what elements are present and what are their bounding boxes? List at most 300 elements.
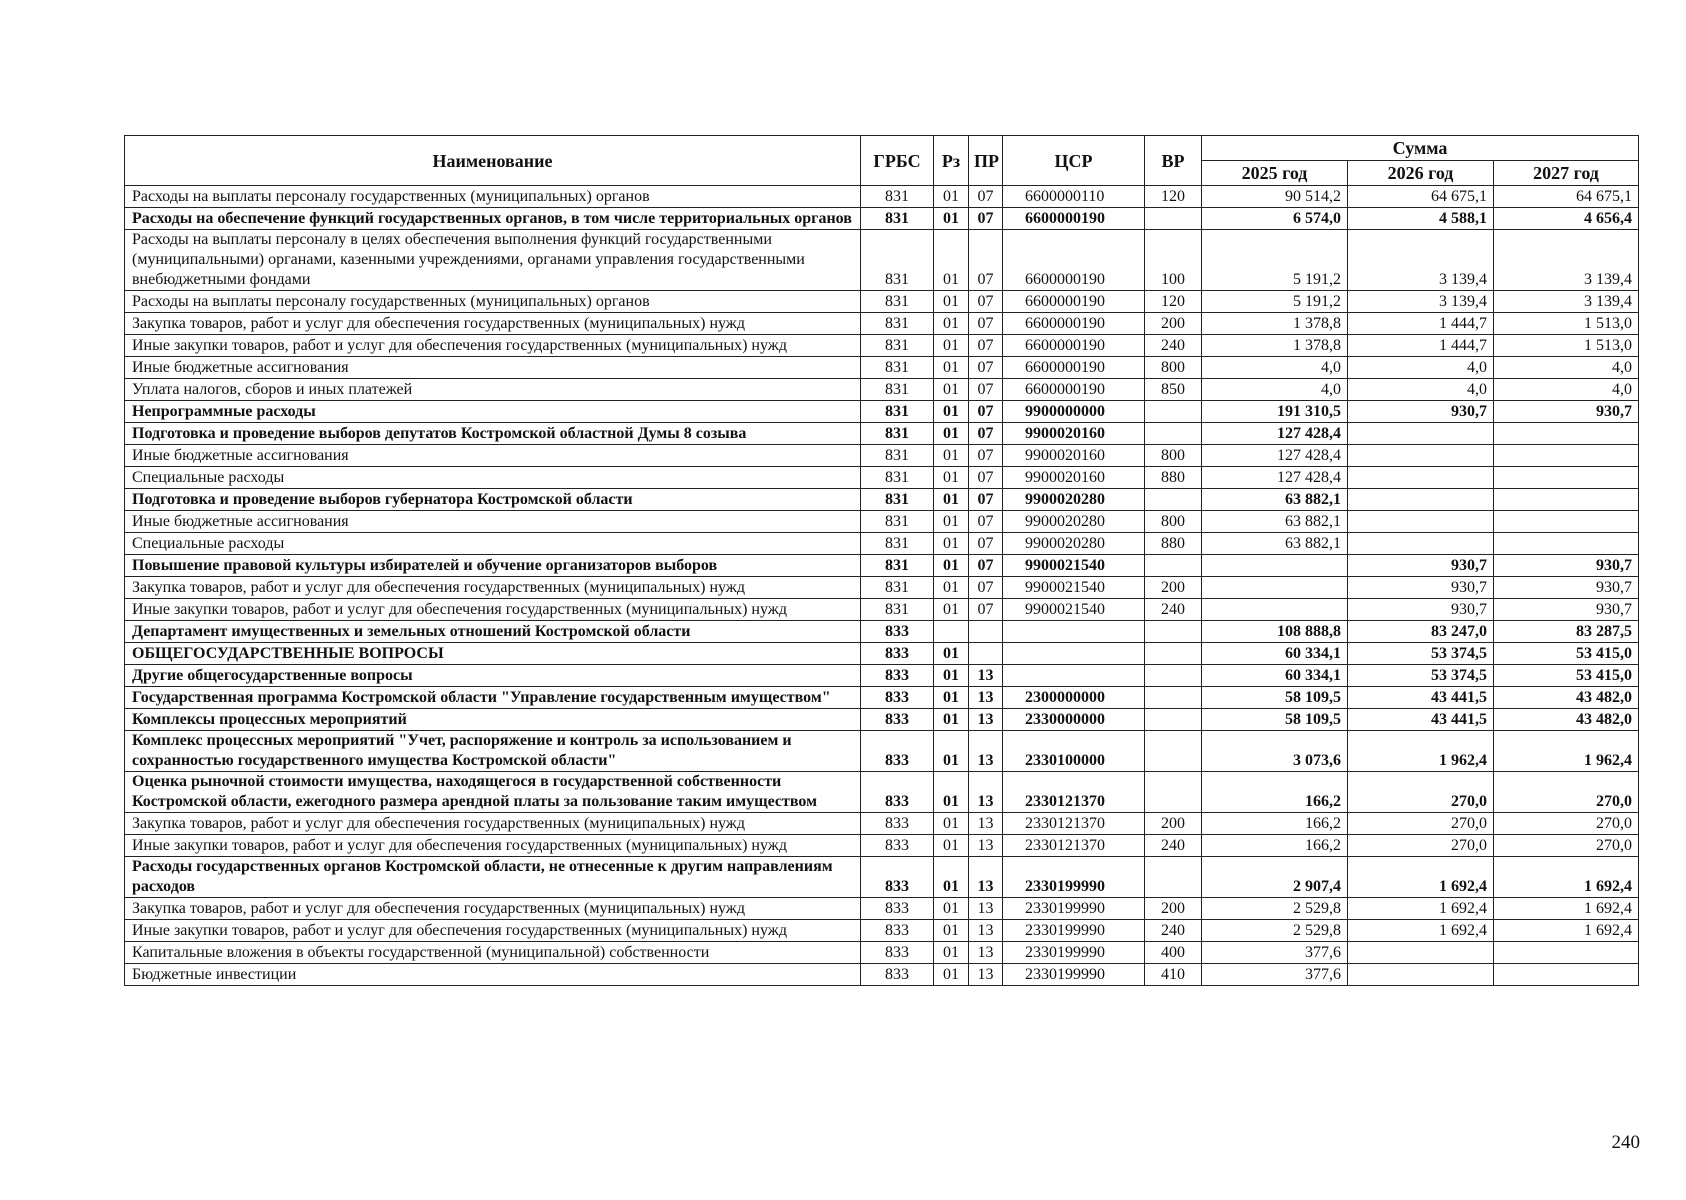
table-row xyxy=(125,313,1639,335)
cell-sum-2026: 270,0 xyxy=(1348,772,1494,813)
cell-pr: 13 xyxy=(969,731,1003,772)
cell-vr: 240 xyxy=(1145,835,1202,857)
cell-name: Капитальные вложения в объекты государственной (муниципальной) собственности xyxy=(125,942,861,964)
table-row xyxy=(125,423,1639,445)
cell-csr: 9900020280 xyxy=(1003,533,1145,555)
cell-sum-2026: 4,0 xyxy=(1348,357,1494,379)
cell-grbs: 831 xyxy=(861,313,934,335)
cell-grbs: 833 xyxy=(861,731,934,772)
cell-name: Расходы на обеспечение функций государственных органов, в том числе территориальных органов xyxy=(125,208,861,230)
cell-vr xyxy=(1145,709,1202,731)
cell-name: Иные закупки товаров, работ и услуг для обеспечения государственных (муниципальных) нужд xyxy=(125,835,861,857)
cell-grbs: 831 xyxy=(861,379,934,401)
table-body xyxy=(125,186,1639,986)
table-row xyxy=(125,857,1639,898)
cell-vr: 800 xyxy=(1145,357,1202,379)
cell-grbs: 831 xyxy=(861,555,934,577)
cell-grbs: 831 xyxy=(861,401,934,423)
cell-sum-2025: 2 907,4 xyxy=(1202,857,1348,898)
header-grbs: ГРБС xyxy=(861,136,934,186)
cell-grbs: 833 xyxy=(861,621,934,643)
cell-sum-2025 xyxy=(1202,577,1348,599)
cell-name: Повышение правовой культуры избирателей и обучение организаторов выборов xyxy=(125,555,861,577)
header-year-2025: 2025 год xyxy=(1202,161,1348,186)
cell-pr: 13 xyxy=(969,942,1003,964)
cell-pr xyxy=(969,621,1003,643)
cell-vr: 880 xyxy=(1145,467,1202,489)
cell-sum-2026: 43 441,5 xyxy=(1348,687,1494,709)
cell-csr: 9900020160 xyxy=(1003,467,1145,489)
cell-vr xyxy=(1145,401,1202,423)
table-row xyxy=(125,467,1639,489)
cell-vr: 240 xyxy=(1145,335,1202,357)
cell-rz: 01 xyxy=(934,401,969,423)
cell-grbs: 833 xyxy=(861,687,934,709)
cell-csr xyxy=(1003,621,1145,643)
cell-grbs: 833 xyxy=(861,643,934,665)
cell-vr: 120 xyxy=(1145,186,1202,208)
cell-grbs: 831 xyxy=(861,230,934,291)
cell-sum-2026: 4,0 xyxy=(1348,379,1494,401)
table-row xyxy=(125,445,1639,467)
cell-sum-2026: 64 675,1 xyxy=(1348,186,1494,208)
cell-sum-2027: 4 656,4 xyxy=(1494,208,1639,230)
cell-rz: 01 xyxy=(934,230,969,291)
cell-sum-2025: 58 109,5 xyxy=(1202,687,1348,709)
cell-grbs: 833 xyxy=(861,857,934,898)
cell-sum-2025: 5 191,2 xyxy=(1202,291,1348,313)
cell-sum-2027: 270,0 xyxy=(1494,835,1639,857)
cell-name: Иные закупки товаров, работ и услуг для обеспечения государственных (муниципальных) нужд xyxy=(125,599,861,621)
cell-csr: 9900020160 xyxy=(1003,423,1145,445)
cell-grbs: 833 xyxy=(861,709,934,731)
table-row xyxy=(125,813,1639,835)
cell-pr: 07 xyxy=(969,489,1003,511)
cell-grbs: 831 xyxy=(861,489,934,511)
cell-rz: 01 xyxy=(934,186,969,208)
cell-rz: 01 xyxy=(934,857,969,898)
cell-pr: 07 xyxy=(969,230,1003,291)
cell-name: Комплексы процессных мероприятий xyxy=(125,709,861,731)
table-row xyxy=(125,731,1639,772)
cell-sum-2027 xyxy=(1494,445,1639,467)
cell-sum-2026: 1 692,4 xyxy=(1348,857,1494,898)
cell-csr: 6600000190 xyxy=(1003,357,1145,379)
cell-sum-2025: 63 882,1 xyxy=(1202,533,1348,555)
table-row xyxy=(125,709,1639,731)
cell-sum-2026: 4 588,1 xyxy=(1348,208,1494,230)
cell-name: Департамент имущественных и земельных отношений Костромской области xyxy=(125,621,861,643)
cell-sum-2026 xyxy=(1348,533,1494,555)
cell-vr: 400 xyxy=(1145,942,1202,964)
cell-pr: 13 xyxy=(969,687,1003,709)
cell-sum-2026: 3 139,4 xyxy=(1348,291,1494,313)
cell-rz: 01 xyxy=(934,898,969,920)
cell-grbs: 831 xyxy=(861,533,934,555)
table-row xyxy=(125,489,1639,511)
cell-vr: 850 xyxy=(1145,379,1202,401)
cell-sum-2025: 377,6 xyxy=(1202,942,1348,964)
cell-rz: 01 xyxy=(934,643,969,665)
table-row xyxy=(125,942,1639,964)
cell-name: Иные бюджетные ассигнования xyxy=(125,445,861,467)
cell-rz: 01 xyxy=(934,555,969,577)
cell-rz: 01 xyxy=(934,445,969,467)
cell-csr: 6600000190 xyxy=(1003,335,1145,357)
cell-sum-2027: 270,0 xyxy=(1494,772,1639,813)
cell-csr: 6600000190 xyxy=(1003,313,1145,335)
table-row xyxy=(125,208,1639,230)
cell-grbs: 831 xyxy=(861,335,934,357)
cell-sum-2027: 83 287,5 xyxy=(1494,621,1639,643)
cell-name: Подготовка и проведение выборов депутатов Костромской областной Думы 8 созыва xyxy=(125,423,861,445)
cell-vr xyxy=(1145,489,1202,511)
table-row xyxy=(125,335,1639,357)
cell-sum-2027: 930,7 xyxy=(1494,577,1639,599)
cell-sum-2026: 270,0 xyxy=(1348,813,1494,835)
cell-sum-2027 xyxy=(1494,533,1639,555)
cell-rz: 01 xyxy=(934,920,969,942)
cell-sum-2026: 1 692,4 xyxy=(1348,898,1494,920)
table-row xyxy=(125,772,1639,813)
cell-sum-2025: 1 378,8 xyxy=(1202,335,1348,357)
cell-sum-2027: 3 139,4 xyxy=(1494,291,1639,313)
cell-csr: 6600000190 xyxy=(1003,379,1145,401)
cell-vr xyxy=(1145,643,1202,665)
cell-name: Иные закупки товаров, работ и услуг для обеспечения государственных (муниципальных) нужд xyxy=(125,920,861,942)
table-row xyxy=(125,898,1639,920)
cell-csr: 6600000190 xyxy=(1003,230,1145,291)
cell-pr: 07 xyxy=(969,335,1003,357)
cell-sum-2026: 83 247,0 xyxy=(1348,621,1494,643)
cell-sum-2025: 60 334,1 xyxy=(1202,665,1348,687)
cell-sum-2027: 930,7 xyxy=(1494,555,1639,577)
cell-sum-2026: 1 962,4 xyxy=(1348,731,1494,772)
cell-vr: 240 xyxy=(1145,920,1202,942)
table-row xyxy=(125,401,1639,423)
cell-csr xyxy=(1003,643,1145,665)
cell-sum-2027: 3 139,4 xyxy=(1494,230,1639,291)
cell-sum-2027: 53 415,0 xyxy=(1494,643,1639,665)
cell-rz: 01 xyxy=(934,379,969,401)
cell-pr: 07 xyxy=(969,186,1003,208)
cell-sum-2025: 166,2 xyxy=(1202,835,1348,857)
cell-sum-2025: 63 882,1 xyxy=(1202,511,1348,533)
cell-name: Уплата налогов, сборов и иных платежей xyxy=(125,379,861,401)
cell-sum-2026: 53 374,5 xyxy=(1348,665,1494,687)
page-number: 240 xyxy=(1611,1132,1640,1153)
cell-rz: 01 xyxy=(934,423,969,445)
cell-name: Закупка товаров, работ и услуг для обеспечения государственных (муниципальных) нужд xyxy=(125,898,861,920)
cell-sum-2025: 5 191,2 xyxy=(1202,230,1348,291)
cell-vr: 240 xyxy=(1145,599,1202,621)
cell-pr: 07 xyxy=(969,511,1003,533)
cell-sum-2027 xyxy=(1494,511,1639,533)
cell-csr: 6600000190 xyxy=(1003,291,1145,313)
cell-csr: 9900021540 xyxy=(1003,555,1145,577)
cell-name: Специальные расходы xyxy=(125,533,861,555)
cell-name: Государственная программа Костромской области "Управление государственным имуществом" xyxy=(125,687,861,709)
table-row xyxy=(125,379,1639,401)
cell-grbs: 833 xyxy=(861,964,934,986)
cell-sum-2027 xyxy=(1494,423,1639,445)
cell-sum-2026 xyxy=(1348,942,1494,964)
cell-pr: 07 xyxy=(969,401,1003,423)
cell-pr: 07 xyxy=(969,533,1003,555)
cell-rz: 01 xyxy=(934,533,969,555)
cell-vr xyxy=(1145,772,1202,813)
cell-sum-2025 xyxy=(1202,599,1348,621)
cell-name: Закупка товаров, работ и услуг для обеспечения государственных (муниципальных) нужд xyxy=(125,313,861,335)
cell-sum-2026: 1 692,4 xyxy=(1348,920,1494,942)
table-row xyxy=(125,533,1639,555)
cell-vr: 880 xyxy=(1145,533,1202,555)
cell-grbs: 833 xyxy=(861,813,934,835)
budget-table xyxy=(124,135,1639,986)
cell-sum-2027: 43 482,0 xyxy=(1494,687,1639,709)
cell-sum-2027 xyxy=(1494,467,1639,489)
cell-vr xyxy=(1145,665,1202,687)
cell-name: Расходы государственных органов Костромской области, не отнесенные к другим направлениям расходов xyxy=(125,857,861,898)
cell-name: Комплекс процессных мероприятий "Учет, распоряжение и контроль за использованием и сохранностью государственного имущества Костромской области" xyxy=(125,731,861,772)
cell-vr: 200 xyxy=(1145,813,1202,835)
cell-pr: 07 xyxy=(969,467,1003,489)
header-sum: Сумма xyxy=(1202,136,1639,161)
cell-csr: 2330121370 xyxy=(1003,772,1145,813)
cell-rz: 01 xyxy=(934,489,969,511)
cell-csr: 2330121370 xyxy=(1003,835,1145,857)
cell-csr: 6600000110 xyxy=(1003,186,1145,208)
cell-vr xyxy=(1145,621,1202,643)
table-row xyxy=(125,577,1639,599)
cell-csr: 2300000000 xyxy=(1003,687,1145,709)
table-row xyxy=(125,599,1639,621)
cell-sum-2026: 930,7 xyxy=(1348,577,1494,599)
cell-vr: 410 xyxy=(1145,964,1202,986)
cell-sum-2025: 90 514,2 xyxy=(1202,186,1348,208)
cell-csr: 2330000000 xyxy=(1003,709,1145,731)
cell-vr: 800 xyxy=(1145,445,1202,467)
cell-sum-2025: 377,6 xyxy=(1202,964,1348,986)
cell-csr: 2330199990 xyxy=(1003,920,1145,942)
cell-rz: 01 xyxy=(934,357,969,379)
cell-vr: 200 xyxy=(1145,898,1202,920)
table-row xyxy=(125,665,1639,687)
cell-grbs: 831 xyxy=(861,357,934,379)
cell-sum-2026: 930,7 xyxy=(1348,599,1494,621)
header-rz: Рз xyxy=(934,136,969,186)
table-row xyxy=(125,835,1639,857)
header-csr: ЦСР xyxy=(1003,136,1145,186)
table-row xyxy=(125,555,1639,577)
cell-pr xyxy=(969,643,1003,665)
cell-grbs: 831 xyxy=(861,445,934,467)
cell-pr: 07 xyxy=(969,291,1003,313)
cell-pr: 13 xyxy=(969,665,1003,687)
cell-rz: 01 xyxy=(934,313,969,335)
table-row xyxy=(125,291,1639,313)
cell-rz: 01 xyxy=(934,599,969,621)
cell-sum-2025: 108 888,8 xyxy=(1202,621,1348,643)
cell-csr: 9900020280 xyxy=(1003,489,1145,511)
cell-rz: 01 xyxy=(934,335,969,357)
cell-csr: 2330199990 xyxy=(1003,964,1145,986)
cell-sum-2027: 1 692,4 xyxy=(1494,857,1639,898)
cell-pr: 07 xyxy=(969,313,1003,335)
cell-sum-2027: 1 692,4 xyxy=(1494,898,1639,920)
cell-rz: 01 xyxy=(934,577,969,599)
cell-rz: 01 xyxy=(934,467,969,489)
cell-pr: 13 xyxy=(969,813,1003,835)
cell-name: Расходы на выплаты персоналу государственных (муниципальных) органов xyxy=(125,291,861,313)
cell-rz: 01 xyxy=(934,665,969,687)
cell-sum-2027: 53 415,0 xyxy=(1494,665,1639,687)
cell-grbs: 833 xyxy=(861,665,934,687)
cell-grbs: 833 xyxy=(861,772,934,813)
cell-rz: 01 xyxy=(934,291,969,313)
cell-sum-2025: 127 428,4 xyxy=(1202,423,1348,445)
table-row xyxy=(125,511,1639,533)
cell-vr xyxy=(1145,423,1202,445)
table-row xyxy=(125,357,1639,379)
cell-rz: 01 xyxy=(934,813,969,835)
cell-csr xyxy=(1003,665,1145,687)
cell-sum-2027: 1 513,0 xyxy=(1494,313,1639,335)
cell-sum-2025: 3 073,6 xyxy=(1202,731,1348,772)
table-row xyxy=(125,687,1639,709)
cell-vr: 200 xyxy=(1145,577,1202,599)
cell-sum-2025: 127 428,4 xyxy=(1202,467,1348,489)
cell-grbs: 831 xyxy=(861,467,934,489)
table-row xyxy=(125,643,1639,665)
cell-rz: 01 xyxy=(934,709,969,731)
cell-sum-2025: 4,0 xyxy=(1202,379,1348,401)
cell-pr: 13 xyxy=(969,835,1003,857)
cell-pr: 07 xyxy=(969,445,1003,467)
cell-sum-2026 xyxy=(1348,489,1494,511)
cell-name: Закупка товаров, работ и услуг для обеспечения государственных (муниципальных) нужд xyxy=(125,813,861,835)
cell-sum-2027: 1 692,4 xyxy=(1494,920,1639,942)
cell-rz: 01 xyxy=(934,835,969,857)
cell-name: Иные закупки товаров, работ и услуг для обеспечения государственных (муниципальных) нужд xyxy=(125,335,861,357)
cell-csr: 9900020160 xyxy=(1003,445,1145,467)
cell-csr: 2330199990 xyxy=(1003,942,1145,964)
cell-sum-2026: 43 441,5 xyxy=(1348,709,1494,731)
cell-pr: 13 xyxy=(969,709,1003,731)
cell-csr: 2330100000 xyxy=(1003,731,1145,772)
cell-grbs: 831 xyxy=(861,599,934,621)
cell-sum-2026: 1 444,7 xyxy=(1348,313,1494,335)
cell-sum-2026 xyxy=(1348,467,1494,489)
cell-sum-2026: 53 374,5 xyxy=(1348,643,1494,665)
cell-sum-2025: 166,2 xyxy=(1202,813,1348,835)
cell-name: Подготовка и проведение выборов губернатора Костромской области xyxy=(125,489,861,511)
cell-pr: 13 xyxy=(969,920,1003,942)
cell-rz: 01 xyxy=(934,731,969,772)
cell-sum-2026 xyxy=(1348,445,1494,467)
cell-rz: 01 xyxy=(934,942,969,964)
cell-sum-2027 xyxy=(1494,942,1639,964)
cell-grbs: 831 xyxy=(861,186,934,208)
cell-pr: 13 xyxy=(969,857,1003,898)
cell-sum-2027 xyxy=(1494,964,1639,986)
cell-sum-2026: 930,7 xyxy=(1348,555,1494,577)
cell-sum-2027: 4,0 xyxy=(1494,357,1639,379)
cell-sum-2025: 1 378,8 xyxy=(1202,313,1348,335)
cell-sum-2025: 6 574,0 xyxy=(1202,208,1348,230)
cell-pr: 07 xyxy=(969,208,1003,230)
cell-sum-2025: 4,0 xyxy=(1202,357,1348,379)
cell-sum-2025: 60 334,1 xyxy=(1202,643,1348,665)
cell-sum-2026: 270,0 xyxy=(1348,835,1494,857)
cell-csr: 6600000190 xyxy=(1003,208,1145,230)
cell-sum-2025: 166,2 xyxy=(1202,772,1348,813)
cell-sum-2026: 930,7 xyxy=(1348,401,1494,423)
cell-csr: 2330199990 xyxy=(1003,857,1145,898)
cell-sum-2025 xyxy=(1202,555,1348,577)
cell-rz: 01 xyxy=(934,687,969,709)
cell-csr: 9900021540 xyxy=(1003,599,1145,621)
cell-sum-2025: 191 310,5 xyxy=(1202,401,1348,423)
cell-sum-2027 xyxy=(1494,489,1639,511)
cell-pr: 07 xyxy=(969,379,1003,401)
cell-pr: 13 xyxy=(969,898,1003,920)
cell-sum-2027: 270,0 xyxy=(1494,813,1639,835)
cell-sum-2026: 3 139,4 xyxy=(1348,230,1494,291)
cell-name: Другие общегосударственные вопросы xyxy=(125,665,861,687)
cell-name: Непрограммные расходы xyxy=(125,401,861,423)
cell-grbs: 831 xyxy=(861,423,934,445)
cell-sum-2026 xyxy=(1348,423,1494,445)
table-row xyxy=(125,230,1639,291)
cell-vr xyxy=(1145,857,1202,898)
cell-grbs: 833 xyxy=(861,942,934,964)
cell-vr xyxy=(1145,731,1202,772)
header-name: Наименование xyxy=(125,136,861,186)
cell-vr xyxy=(1145,555,1202,577)
cell-pr: 07 xyxy=(969,599,1003,621)
cell-sum-2025: 58 109,5 xyxy=(1202,709,1348,731)
cell-csr: 9900020280 xyxy=(1003,511,1145,533)
table-row xyxy=(125,964,1639,986)
cell-sum-2027: 64 675,1 xyxy=(1494,186,1639,208)
cell-sum-2025: 2 529,8 xyxy=(1202,898,1348,920)
cell-sum-2026 xyxy=(1348,511,1494,533)
cell-pr: 07 xyxy=(969,555,1003,577)
table-row xyxy=(125,186,1639,208)
table-row xyxy=(125,621,1639,643)
cell-grbs: 833 xyxy=(861,835,934,857)
cell-name: Иные бюджетные ассигнования xyxy=(125,511,861,533)
cell-rz: 01 xyxy=(934,964,969,986)
cell-vr: 200 xyxy=(1145,313,1202,335)
cell-rz xyxy=(934,621,969,643)
header-year-2026: 2026 год xyxy=(1348,161,1494,186)
cell-grbs: 831 xyxy=(861,577,934,599)
cell-pr: 07 xyxy=(969,357,1003,379)
cell-name: Закупка товаров, работ и услуг для обеспечения государственных (муниципальных) нужд xyxy=(125,577,861,599)
cell-vr xyxy=(1145,687,1202,709)
cell-name: Оценка рыночной стоимости имущества, находящегося в государственной собственности Костромской области, ежегодного размера арендной платы за пользование таким имуществом xyxy=(125,772,861,813)
cell-rz: 01 xyxy=(934,208,969,230)
cell-pr: 07 xyxy=(969,423,1003,445)
cell-csr: 2330121370 xyxy=(1003,813,1145,835)
header-pr: ПР xyxy=(969,136,1003,186)
cell-sum-2026: 1 444,7 xyxy=(1348,335,1494,357)
table-header xyxy=(125,136,1639,186)
cell-name: Расходы на выплаты персоналу государственных (муниципальных) органов xyxy=(125,186,861,208)
cell-name: Специальные расходы xyxy=(125,467,861,489)
